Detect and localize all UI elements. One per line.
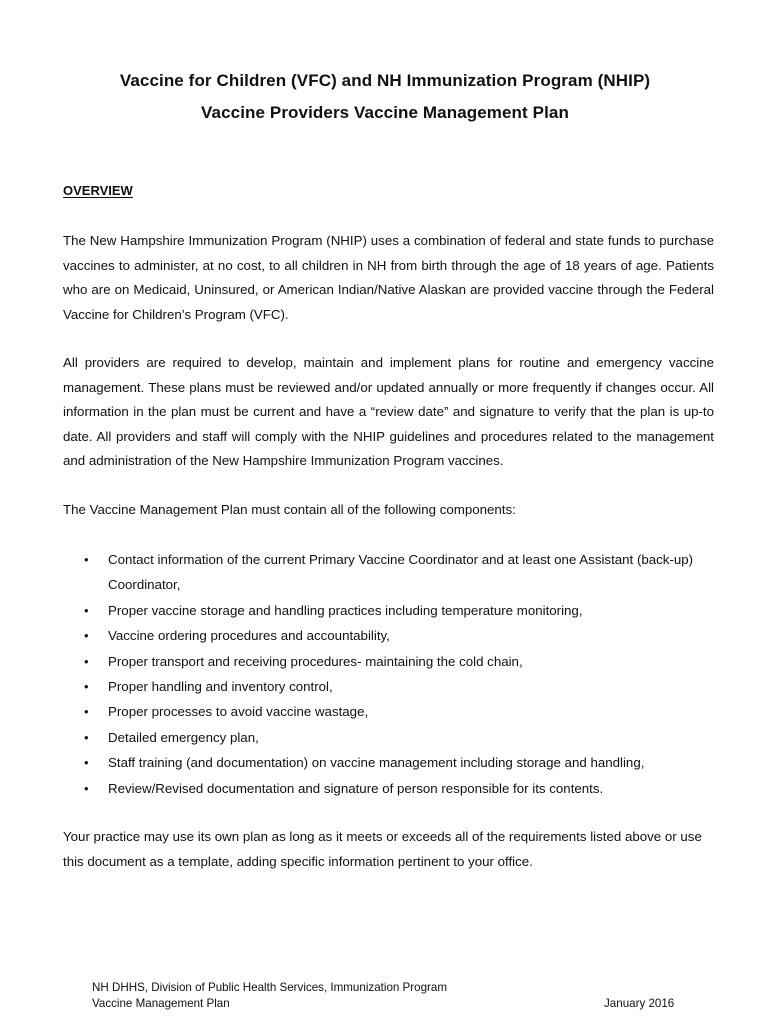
footer-organization: NH DHHS, Division of Public Health Services, Immunization Program xyxy=(92,981,448,994)
list-item xyxy=(63,623,714,648)
document-title-line2: Vaccine Providers Vaccine Management Plan xyxy=(201,103,569,122)
list-item-text: Vaccine ordering procedures and accountability, xyxy=(108,628,390,644)
list-item xyxy=(63,649,714,674)
bullet-icon: • xyxy=(84,780,89,796)
overview-paragraph-2: All providers are required to develop, maintain and implement plans for routine and emergency vaccine management. These plans must be reviewed and/or updated annually or more frequently if changes occur. All information in the plan must be current and have a “review date” and signature to verify that the plan is up-to date. All providers and staff will comply with the NHIP guidelines and procedures related to the management and administration of the New Hampshire Immunization Program vaccines. xyxy=(63,355,714,468)
list-item-text: Proper transport and receiving procedures- maintaining the cold chain, xyxy=(108,653,523,669)
section-heading-overview: OVERVIEW xyxy=(63,183,133,198)
bullet-icon: • xyxy=(84,552,89,567)
bullet-icon: • xyxy=(84,628,89,644)
bullet-icon: • xyxy=(84,679,89,695)
bullet-icon: • xyxy=(84,704,89,720)
list-item xyxy=(63,776,714,801)
bullet-icon: • xyxy=(84,729,89,745)
list-item-text: Detailed emergency plan, xyxy=(108,729,259,745)
components-intro: The Vaccine Management Plan must contain all of the following components: xyxy=(63,502,516,517)
list-item-text: Review/Revised documentation and signature of person responsible for its contents. xyxy=(108,780,604,796)
bullet-icon: • xyxy=(84,602,89,618)
list-item xyxy=(63,699,714,724)
footer-left xyxy=(92,980,447,1012)
closing-paragraph: Your practice may use its own plan as long as it meets or exceeds all of the requirements listed above or use this document as a template, adding specific information pertinent to your office. xyxy=(63,829,702,869)
list-item-text: Proper processes to avoid vaccine wastage, xyxy=(108,704,369,720)
document-title-line1: Vaccine for Children (VFC) and NH Immunization Program (NHIP) xyxy=(119,71,651,90)
footer-document-name: Vaccine Management Plan xyxy=(92,997,230,1010)
list-item xyxy=(63,674,714,699)
footer-date: January 2016 xyxy=(604,997,675,1010)
list-item xyxy=(63,598,714,623)
overview-paragraph-1: The New Hampshire Immunization Program (NHIP) uses a combination of federal and state funds to purchase vaccines to administer, at no cost, to all children in NH from birth through the age of 18 years of age. Patients who are on Medicaid, Uninsured, or American Indian/Native Alaskan are provided vaccine through the Federal Vaccine for Children’s Program (VFC). xyxy=(63,233,714,322)
list-item xyxy=(63,547,714,598)
bullet-icon: • xyxy=(84,653,89,669)
bullet-icon: • xyxy=(84,755,89,771)
list-item xyxy=(63,750,714,775)
list-item-text: Contact information of the current Primary Vaccine Coordinator and at least one Assistant (back-up) Coordinator, xyxy=(108,552,694,593)
list-item-text: Proper handling and inventory control, xyxy=(108,679,333,695)
list-item xyxy=(63,725,714,750)
list-item-text: Proper vaccine storage and handling practices including temperature monitoring, xyxy=(108,602,583,618)
list-item-text: Staff training (and documentation) on vaccine management including storage and handling, xyxy=(108,755,645,771)
components-list xyxy=(63,547,714,801)
